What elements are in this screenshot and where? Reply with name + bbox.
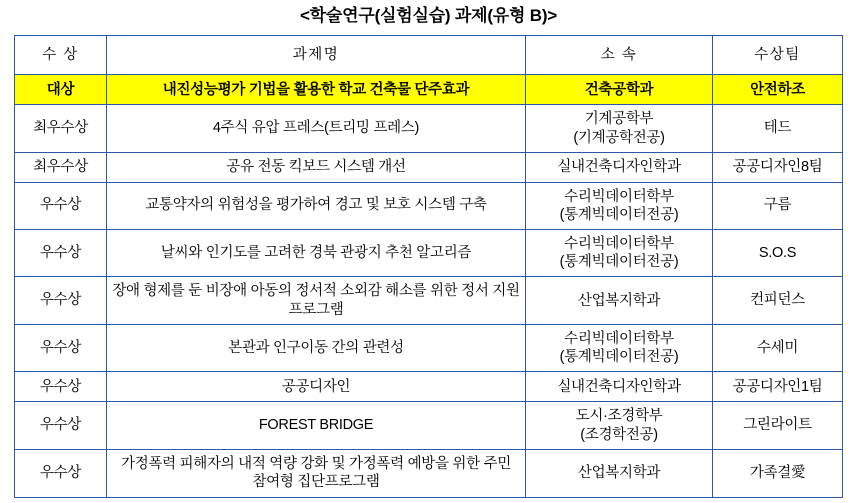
dept-main-label: 산업복지학과 bbox=[577, 292, 661, 309]
cell-dept bbox=[526, 402, 713, 449]
cell-dept bbox=[526, 105, 713, 152]
cell-award: 우수상 bbox=[15, 325, 107, 372]
award-table bbox=[14, 35, 843, 497]
column-header-dept: 소 속 bbox=[526, 36, 713, 75]
dept-main-label: 수리빅데이터학부 bbox=[564, 235, 674, 252]
column-header-project: 과제명 bbox=[107, 36, 526, 75]
cell-dept bbox=[526, 152, 713, 182]
table-row bbox=[15, 402, 843, 449]
dept-sub-label: (통계빅데이터전공) bbox=[559, 349, 679, 366]
cell-team: S.O.S bbox=[713, 229, 843, 276]
column-header-award: 수 상 bbox=[15, 36, 107, 75]
dept-main-label: 기계공학부 bbox=[584, 111, 654, 128]
cell-award: 최우수상 bbox=[15, 105, 107, 152]
cell-award: 대상 bbox=[15, 75, 107, 105]
cell-award: 우수상 bbox=[15, 229, 107, 276]
dept-main-label: 건축공학과 bbox=[584, 81, 654, 98]
table-row bbox=[15, 449, 843, 497]
cell-project: 교통약자의 위험성을 평가하여 경고 및 보호 시스템 구축 bbox=[107, 182, 526, 229]
dept-sub-label: (조경학전공) bbox=[580, 426, 658, 443]
table-row bbox=[15, 325, 843, 372]
cell-team: 안전하조 bbox=[713, 75, 843, 105]
cell-team: 구름 bbox=[713, 182, 843, 229]
dept-main-label: 도시·조경학부 bbox=[575, 408, 663, 425]
cell-project: 가정폭력 피해자의 내적 역량 강화 및 가정폭력 예방을 위한 주민 참여형 집단프로그램 bbox=[107, 449, 526, 497]
dept-main-label: 실내건축디자인학과 bbox=[557, 159, 681, 176]
page-title: <학술연구(실험실습) 과제(유형 B)> bbox=[299, 6, 558, 25]
cell-team: 그린라이트 bbox=[713, 402, 843, 449]
table-body bbox=[15, 75, 843, 497]
table-row bbox=[15, 152, 843, 182]
cell-team: 공공디자인8팀 bbox=[713, 152, 843, 182]
table-row bbox=[15, 105, 843, 152]
cell-dept bbox=[526, 75, 713, 105]
dept-sub-label: (기계공학전공) bbox=[573, 129, 665, 146]
cell-award: 우수상 bbox=[15, 402, 107, 449]
dept-main-label: 산업복지학과 bbox=[577, 465, 661, 482]
cell-project: 본관과 인구이동 간의 관련성 bbox=[107, 325, 526, 372]
table-header bbox=[15, 36, 843, 75]
cell-project: 날씨와 인기도를 고려한 경북 관광지 추천 알고리즘 bbox=[107, 229, 526, 276]
column-header-team: 수상팀 bbox=[713, 36, 843, 75]
cell-project: FOREST BRIDGE bbox=[107, 402, 526, 449]
cell-project: 공공디자인 bbox=[107, 372, 526, 402]
cell-award: 우수상 bbox=[15, 372, 107, 402]
table-row bbox=[15, 75, 843, 105]
cell-project: 4주식 유압 프레스(트리밍 프레스) bbox=[107, 105, 526, 152]
cell-dept bbox=[526, 277, 713, 325]
cell-team: 테드 bbox=[713, 105, 843, 152]
dept-sub-label: (통계빅데이터전공) bbox=[559, 254, 679, 271]
cell-dept bbox=[526, 325, 713, 372]
cell-dept bbox=[526, 449, 713, 497]
cell-award: 우수상 bbox=[15, 449, 107, 497]
dept-main-label: 수리빅데이터학부 bbox=[564, 188, 674, 205]
table-row bbox=[15, 182, 843, 229]
cell-award: 최우수상 bbox=[15, 152, 107, 182]
cell-team: 가족결愛 bbox=[713, 449, 843, 497]
cell-dept bbox=[526, 229, 713, 276]
dept-sub-label: (통계빅데이터전공) bbox=[559, 206, 679, 223]
cell-project: 공유 전동 킥보드 시스템 개선 bbox=[107, 152, 526, 182]
dept-main-label: 수리빅데이터학부 bbox=[564, 331, 674, 348]
table-row bbox=[15, 372, 843, 402]
cell-team: 컨피던스 bbox=[713, 277, 843, 325]
table-header-row bbox=[15, 36, 843, 75]
cell-award: 우수상 bbox=[15, 182, 107, 229]
cell-award: 우수상 bbox=[15, 277, 107, 325]
cell-team: 공공디자인1팀 bbox=[713, 372, 843, 402]
table-row bbox=[15, 229, 843, 276]
dept-main-label: 실내건축디자인학과 bbox=[557, 378, 681, 395]
cell-dept bbox=[526, 182, 713, 229]
table-row bbox=[15, 277, 843, 325]
cell-dept bbox=[526, 372, 713, 402]
cell-project: 장애 형제를 둔 비장애 아동의 정서적 소외감 해소를 위한 정서 지원 프로그램 bbox=[107, 277, 526, 325]
cell-project: 내진성능평가 기법을 활용한 학교 건축물 단주효과 bbox=[107, 75, 526, 105]
cell-team: 수세미 bbox=[713, 325, 843, 372]
